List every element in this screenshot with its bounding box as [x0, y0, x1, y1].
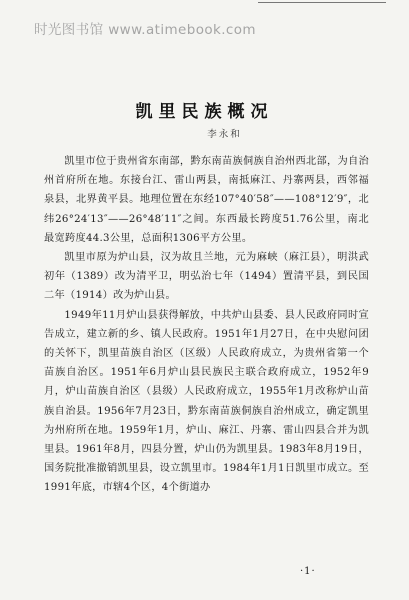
article-title: 凯里民族概况 [135, 102, 274, 122]
paragraph-location: 凯里市位于贵州省东南部，黔东南苗族侗族自治州西北部，为自治州首府所在地。东接台江、雷山两县，南抵麻江、丹寨两县，西邻福泉县，北界黄平县。地理位置在东经107°40′58″——108°12′9″，北纬26°24′13″——26°48′11″之间。东西最长跨度51.76公里，南北最宽跨度44.3公里，总面积1306平方公里。 [44, 156, 369, 244]
paragraph-liberation: 1949年11月炉山县获得解放，中共炉山县委、县人民政府同时宣告成立，建立新的乡、镇人民政府。1951年1月27日，在中央慰问团的关怀下，凯里苗族自治区（区级）人民政府成立，为贵州省第一个苗族自治区。1951年6月炉山县民族民主联合政府成立，1952年9月，炉山苗族自治区（县级）人民政府成立，1955年1月改称炉山苗族自治县。1956年7月23日，黔东南苗族侗族自治州成立，确定凯里为州府所在地。1959年1月，炉山、麻江、丹寨、雷山四县合并为凯里县。1961年8月，四县分置，炉山仍为凯里县。1983年8月19日，国务院批准撤销凯里县，设立凯里市。1984年1月1日凯里市成立。至1991年底，市辖4个区，4个街道办 [44, 309, 369, 494]
article-body [44, 152, 369, 498]
top-rule-line [258, 2, 386, 6]
paragraph-history: 凯里市原为炉山县，汉为故且兰地，元为麻峡（麻江县），明洪武初年（1389）改为清平卫，明弘治七年（1494）置清平县，到民国二年（1914）改为炉山县。 [44, 252, 369, 302]
watermark-text: 时光图书馆 www.atimebook.com [34, 22, 256, 38]
page-number: ·1· [300, 566, 316, 577]
article-author: 李永和 [207, 129, 242, 140]
